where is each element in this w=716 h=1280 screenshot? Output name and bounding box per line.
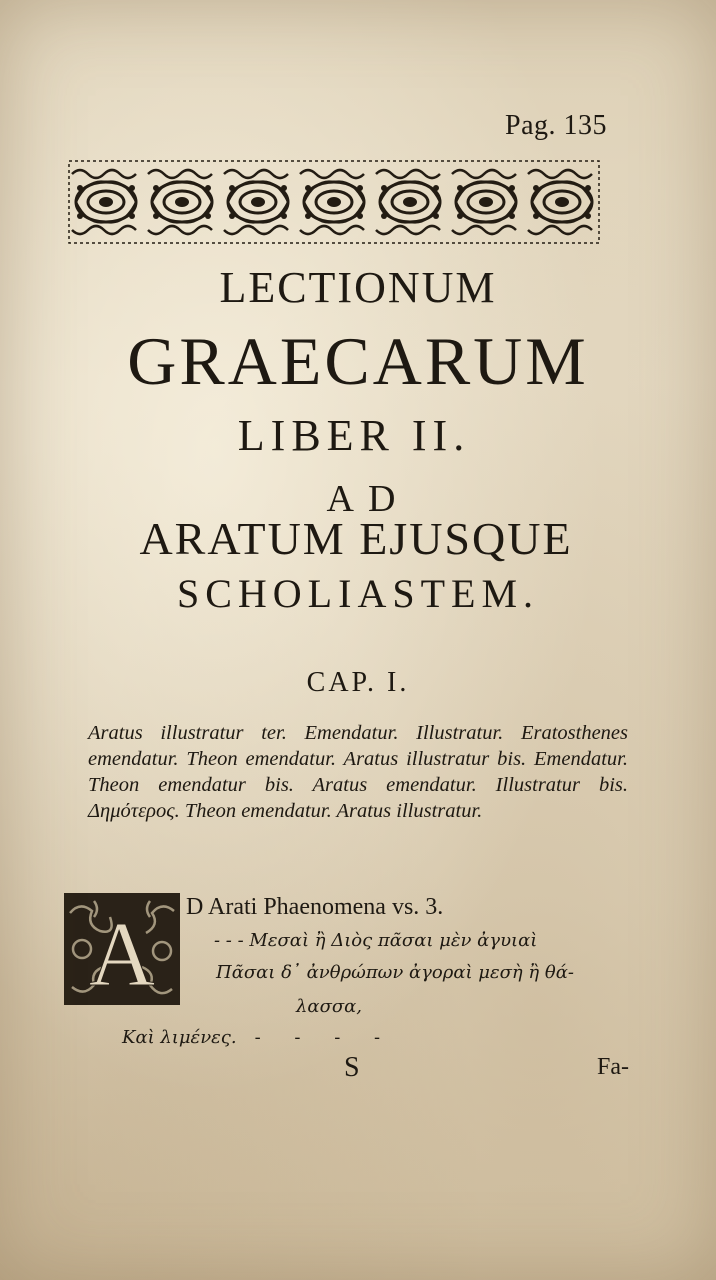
decorated-initial — [64, 893, 180, 1005]
greek-line-1: - - - Μεσαὶ ἢ Διὸς πᾶσαι μὲν ἀγυιαὶ — [214, 930, 538, 951]
title-line-3: LIBER II. — [237, 411, 471, 460]
ellipsis-dashes: - - - - — [254, 1027, 395, 1048]
page-number: Pag. 135 — [505, 110, 607, 141]
chapter-summary: Aratus illustratur ter. Emendatur. Illustratur. Eratosthenes emendatur. Theon emendatur. Aratus illustratur bis. Emendatur. Theon emendatur bis. Aratus emendatur. Illustratur bis. Δημότερος. Theon emendatur. Aratus illustratur. — [88, 722, 628, 822]
text-line-1: D Arati Phaenomena vs. 3. — [186, 894, 444, 920]
drop-cap-letter: A — [88, 903, 156, 1005]
greek-line-4-text: Καὶ λιμένες. — [122, 1027, 237, 1048]
title-line-6: SCHOLIASTEM. — [176, 571, 540, 616]
greek-line-3: λασσα, — [296, 996, 363, 1017]
title-line-2: GRAECARUM — [127, 323, 589, 399]
signature-mark: S — [344, 1052, 360, 1083]
chapter-heading: CAP. I. — [306, 667, 410, 698]
ornamental-headpiece — [68, 160, 600, 244]
greek-line-2: Πᾶσαι δ᾽ ἀνθρώπων ἀγοραὶ μεσὴ ἢ θά- — [216, 962, 574, 983]
title-line-1: LECTIONUM — [219, 263, 497, 312]
title-line-5: ARATUM EJUSQUE — [139, 513, 573, 564]
title-line-4: AD — [326, 478, 410, 520]
catchword: Fa- — [597, 1054, 629, 1080]
greek-line-4 — [122, 1027, 394, 1048]
